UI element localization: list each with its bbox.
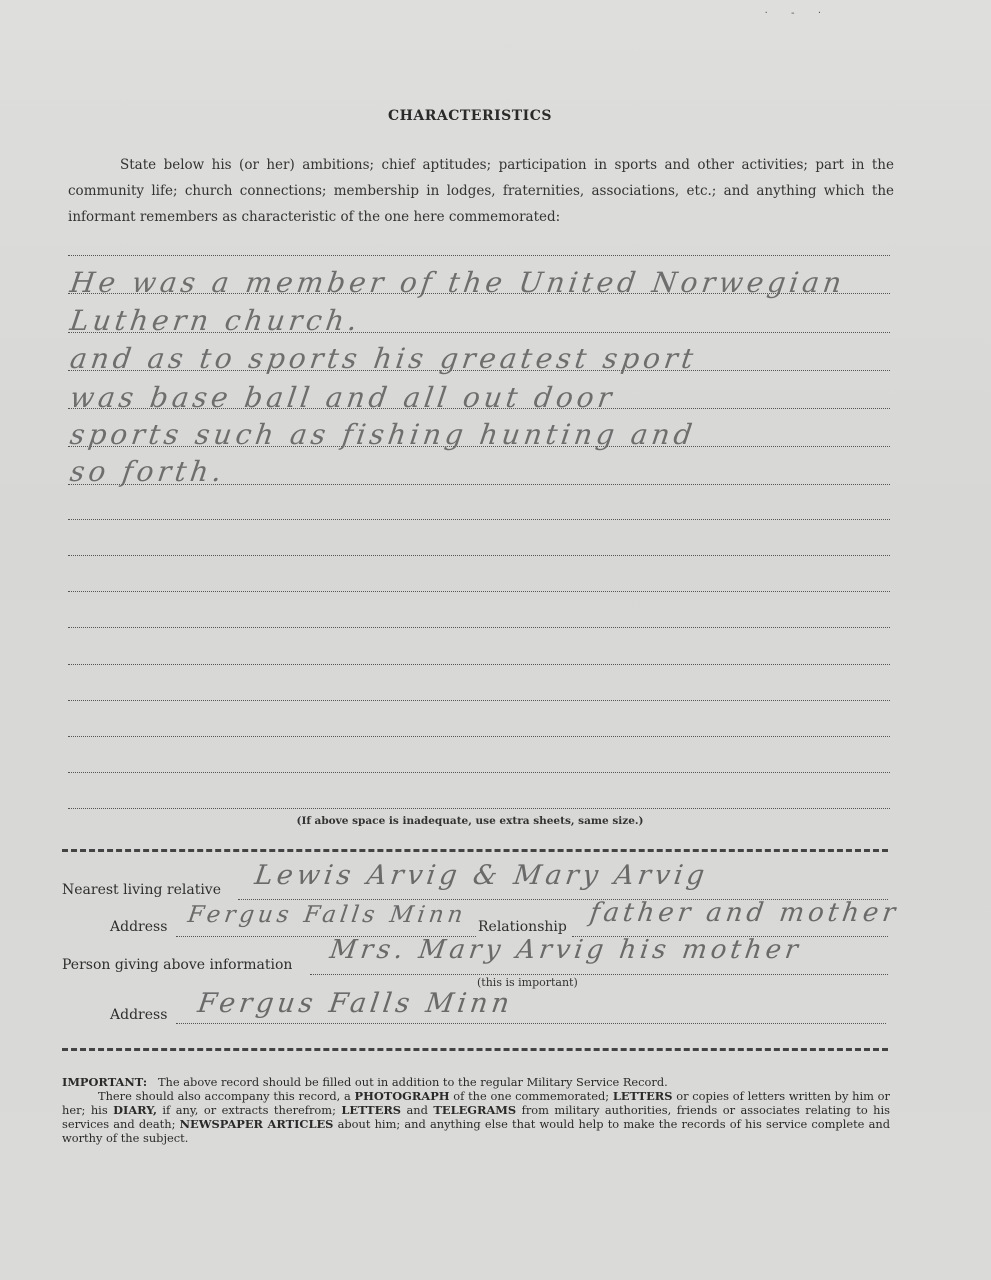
handwritten-line: He was a member of the United Norwegian: [68, 266, 848, 299]
ruled-line: [68, 519, 890, 520]
address2-label: Address: [110, 1007, 168, 1023]
handwritten-line: Luthern church.: [68, 304, 364, 337]
important-text: of the one commemorated;: [449, 1089, 613, 1103]
important-note: [62, 1075, 890, 1145]
important-text: if any, or extracts therefrom;: [156, 1103, 342, 1117]
important-letters: LETTERS: [341, 1103, 402, 1117]
important-label: IMPORTANT:: [62, 1075, 148, 1089]
important-text: and: [401, 1103, 434, 1117]
dashed-separator: [62, 849, 888, 852]
intro-paragraph: [68, 152, 894, 230]
relationship-value: father and mother: [587, 898, 901, 928]
ruled-line: [68, 808, 890, 809]
ruled-line: [68, 664, 890, 665]
important-text: There should also accompany this record, a: [98, 1089, 355, 1103]
important-letters: LETTERS: [612, 1089, 673, 1103]
important-paragraph: [62, 1089, 890, 1145]
overflow-note: (If above space is inadequate, use extra sheets, same size.): [296, 815, 644, 827]
address-value: Fergus Falls Minn: [186, 902, 469, 928]
informant-label: Person giving above information: [62, 957, 293, 973]
dashed-separator: [62, 1048, 888, 1051]
ruled-line: [68, 627, 890, 628]
handwritten-line: sports such as fishing hunting and: [68, 418, 699, 451]
ruled-line: [68, 555, 890, 556]
important-line1: The above record should be filled out in addition to the regular Military Service Record.: [157, 1075, 668, 1089]
address2-value: Fergus Falls Minn: [195, 988, 516, 1019]
important-text: from military authorities, friends or associates relating to his services and death;: [62, 1103, 890, 1131]
corner-marks: · - ·: [764, 8, 831, 19]
informant-line: [310, 974, 888, 975]
ruled-line: [68, 736, 890, 737]
nearest-relative-label: Nearest living relative: [62, 882, 221, 898]
ruled-line: [68, 255, 890, 256]
address2-line: [176, 1023, 886, 1024]
important-text: or copies of letters written by him or her; his: [62, 1089, 890, 1117]
ruled-line: [68, 591, 890, 592]
ruled-line: [68, 700, 890, 701]
page-title: CHARACTERISTICS: [388, 108, 552, 124]
important-newspaper-articles: NEWSPAPER ARTICLES: [179, 1117, 334, 1131]
intro-text: State below his (or her) ambitions; chief aptitudes; participation in sports and other activities; part in the community life; church connections; membership in lodges, fraternities, associations, etc.; and anything which the informant remembers as characteristic of the one here commemorated:: [68, 157, 894, 225]
address-label: Address: [110, 919, 168, 935]
important-telegrams: TELEGRAMS: [433, 1103, 517, 1117]
handwritten-line: was base ball and all out door: [68, 381, 618, 414]
informant-value: Mrs. Mary Arvig his mother: [327, 935, 804, 965]
informant-note: (this is important): [477, 976, 578, 989]
ruled-line: [68, 772, 890, 773]
handwritten-line: so forth.: [68, 455, 228, 488]
relationship-label: Relationship: [478, 919, 567, 935]
important-photograph: PHOTOGRAPH: [354, 1089, 450, 1103]
important-text: about him; and anything else that would help to make the records of his service complete and worthy of the subject.: [62, 1117, 890, 1145]
important-diary: DIARY,: [113, 1103, 157, 1117]
handwritten-line: and as to sports his greatest sport: [68, 342, 700, 375]
nearest-relative-value: Lewis Arvig & Mary Arvig: [252, 860, 711, 891]
